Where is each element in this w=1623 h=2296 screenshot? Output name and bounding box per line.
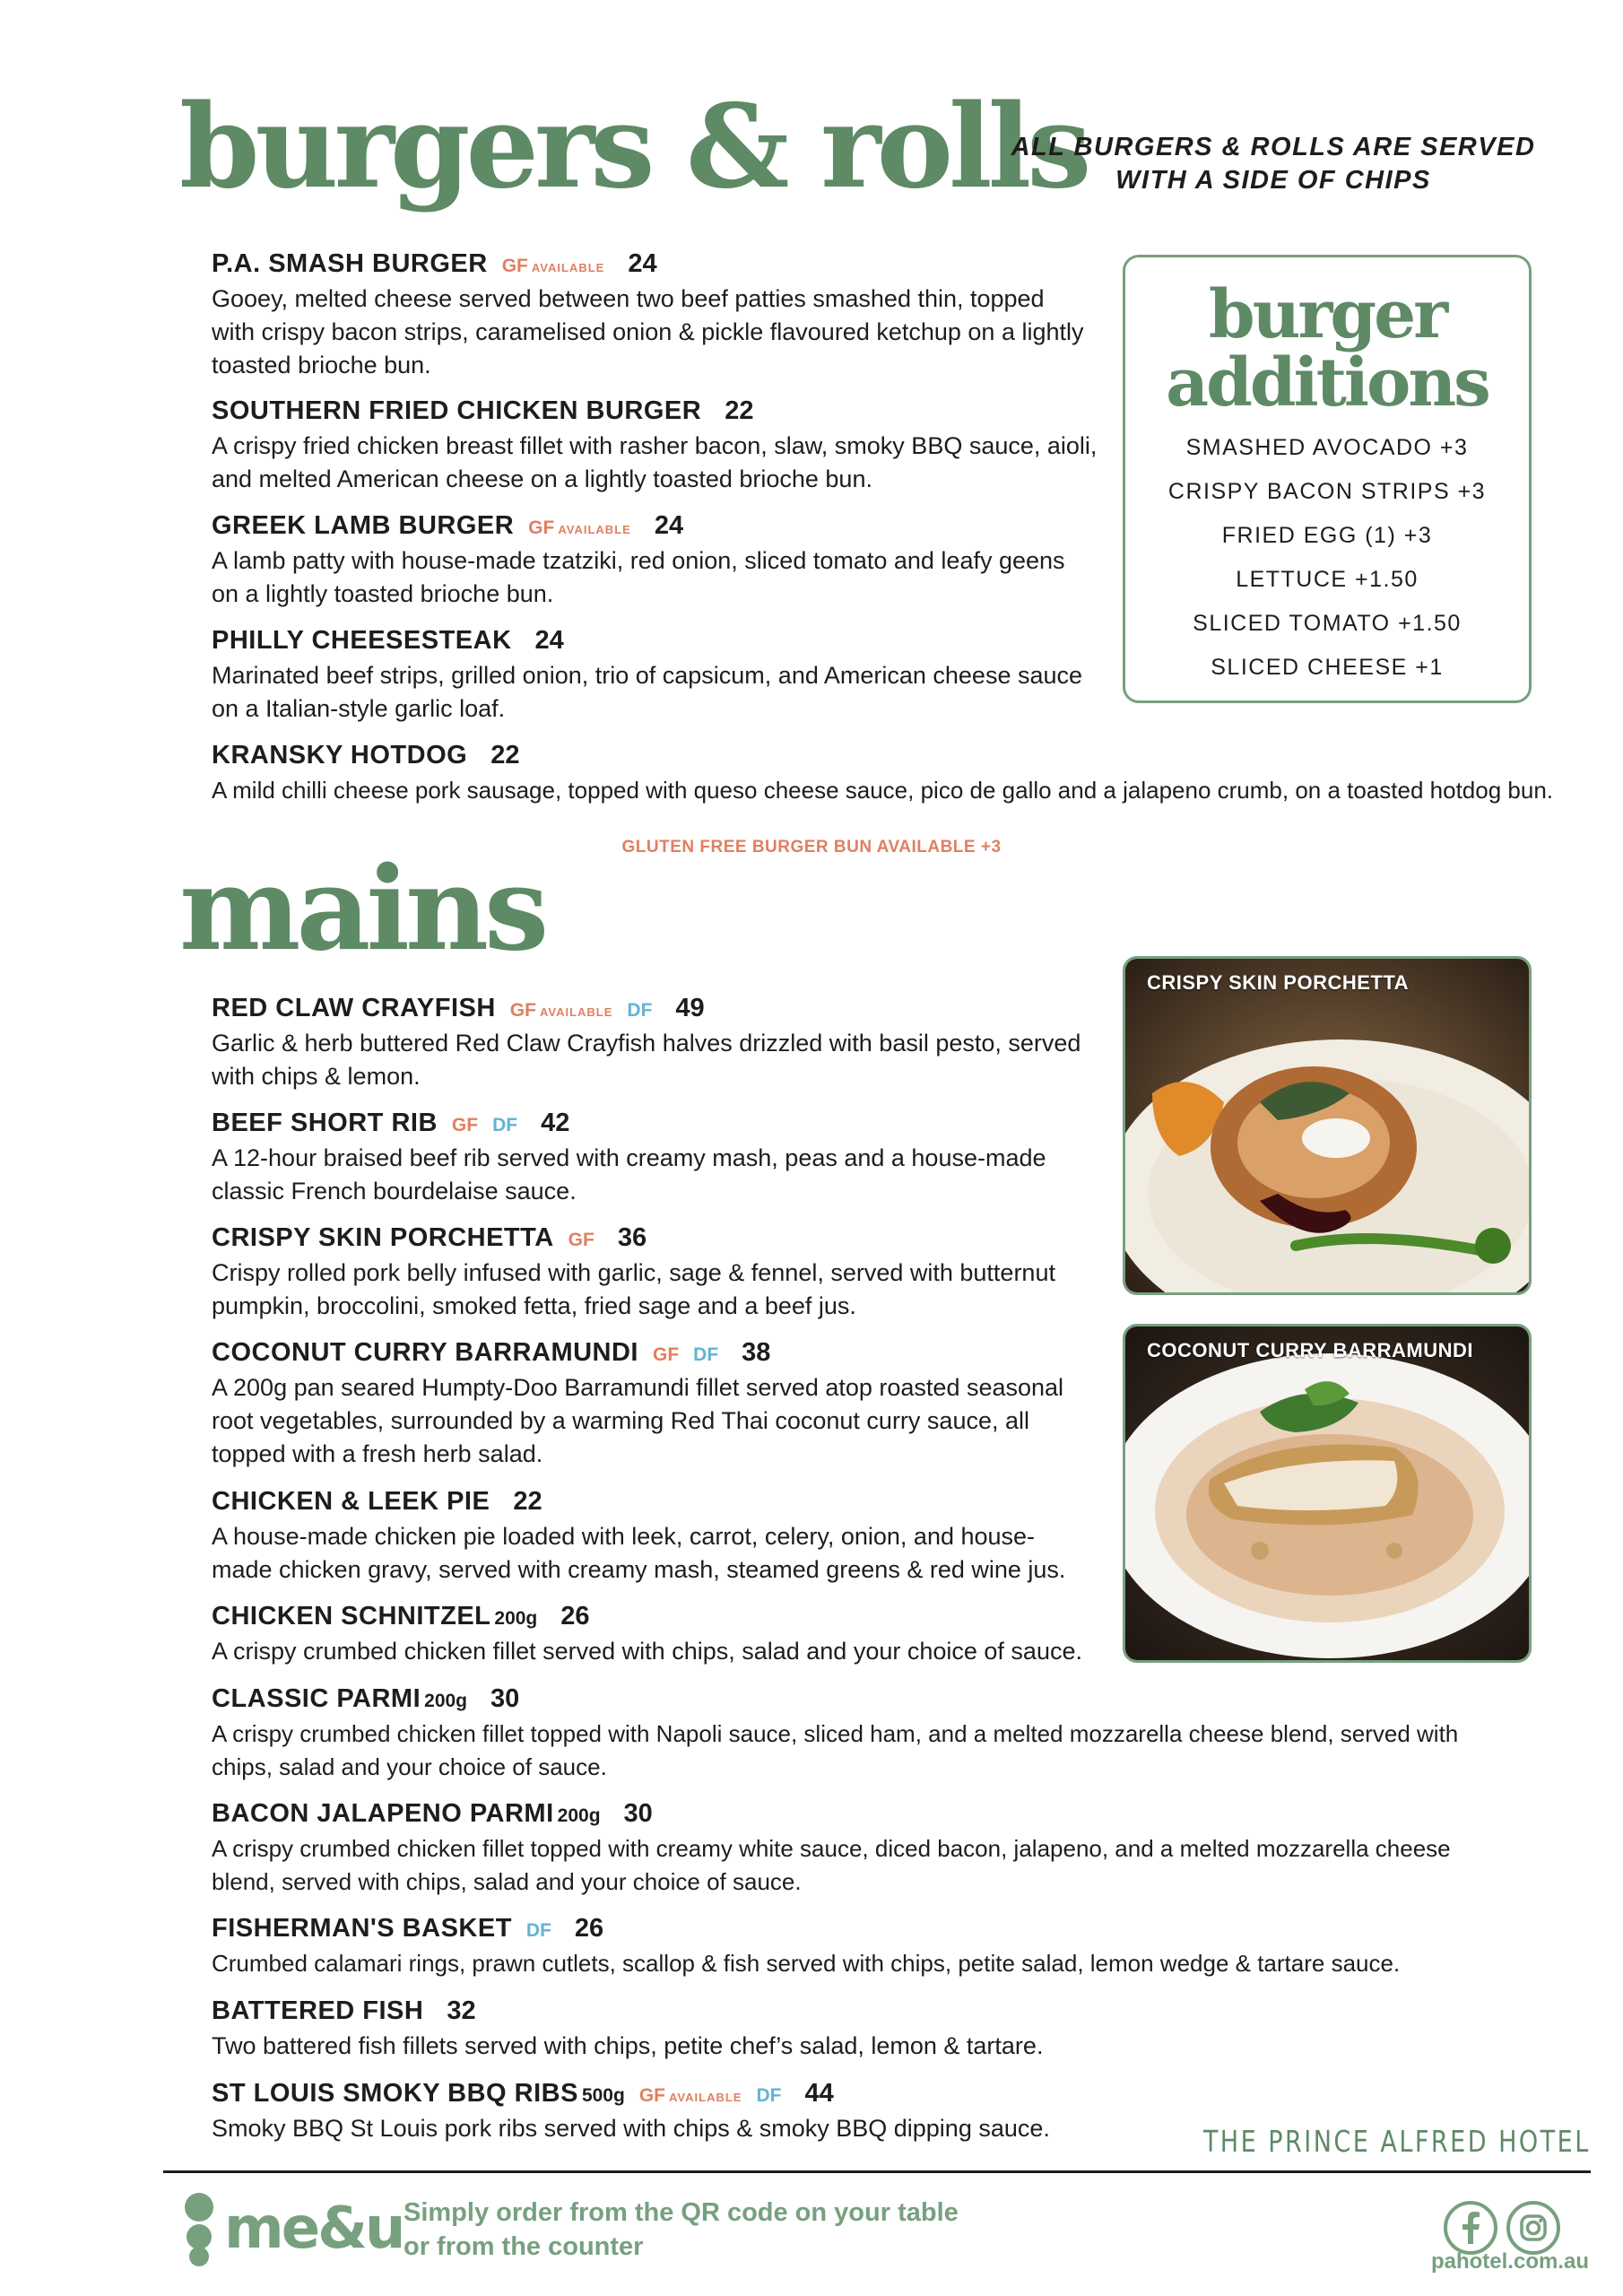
- burger-additions-box: [1123, 255, 1532, 703]
- item-description: A crispy crumbed chicken fillet topped with Napoli sauce, sliced ham, and a melted mozzarella cheese blend, served with chips, salad and your choice of sauce.: [212, 1720, 1459, 1780]
- df-tag: DF: [756, 2085, 782, 2106]
- item-price: 26: [574, 1914, 604, 1943]
- menu-item-pa-smash-burger: [212, 249, 1108, 382]
- gf-available-tag: GF AVAILABLE: [509, 1000, 613, 1021]
- gf-available-tag: GF AVAILABLE: [528, 517, 631, 538]
- df-tag: DF: [525, 1920, 551, 1941]
- item-name: COCONUT CURRY BARRAMUNDI: [212, 1338, 638, 1367]
- website-link[interactable]: pahotel.com.au: [1430, 2249, 1589, 2274]
- menu-item-st-louis-smoky-bbq-ribs: [212, 2079, 1288, 2145]
- menu-item-coconut-curry-barramundi: [212, 1338, 1108, 1471]
- item-description: A mild chilli cheese pork sausage, topped with queso cheese sauce, pico de gallo and a jalapeno crumb, on a toasted hotdog bun.: [212, 777, 1554, 804]
- hotel-name: THE PRINCE ALFRED HOTEL: [1203, 2124, 1591, 2159]
- menu-item-southern-fried-chicken-burger: [212, 396, 1108, 496]
- item-name: SOUTHERN FRIED CHICKEN BURGER: [212, 396, 702, 425]
- item-name: KRANSKY HOTDOG: [212, 741, 468, 770]
- item-description: A crispy crumbed chicken fillet served with chips, salad and your choice of sauce.: [212, 1638, 1082, 1665]
- item-name: BEEF SHORT RIB: [212, 1109, 438, 1137]
- served-note-line-1: ALL BURGERS & ROLLS ARE SERVED: [1011, 133, 1536, 161]
- meandu-logo-text: me&u: [224, 2196, 404, 2262]
- order-instructions: Simply order from the QR code on your table or from the counter: [404, 2198, 959, 2261]
- addition-item: LETTUCE +1.50: [1236, 567, 1419, 592]
- item-price: 44: [804, 2079, 834, 2108]
- meandu-logo: [181, 2192, 404, 2273]
- porchetta-dish-image: [1125, 959, 1532, 1295]
- barramundi-dish-image: [1125, 1326, 1532, 1663]
- item-price: 30: [490, 1684, 520, 1713]
- item-description: A 200g pan seared Humpty-Doo Barramundi fillet served atop roasted seasonal root vegetables, surrounded by a warming Red Thai coconut curry sauce, all topped with a fresh herb salad.: [212, 1374, 1064, 1467]
- item-name: PHILLY CHEESESTEAK: [212, 626, 512, 655]
- menu-item-fishermans-basket: [212, 1914, 1593, 1980]
- item-price: 32: [447, 1996, 476, 2025]
- barramundi-photo: [1123, 1324, 1532, 1663]
- menu-item-philly-cheesesteak: [212, 626, 1108, 726]
- porchetta-photo-label: CRISPY SKIN PORCHETTA: [1147, 971, 1410, 994]
- item-description: Smoky BBQ St Louis pork ribs served with chips & smoky BBQ dipping sauce.: [212, 2115, 1050, 2142]
- item-name: CHICKEN & LEEK PIE: [212, 1487, 490, 1516]
- item-weight: 200g: [494, 1608, 538, 1629]
- meandu-logo-mark-icon: [181, 2192, 217, 2267]
- item-description: Crispy rolled pork belly infused with garlic, sage & fennel, served with butternut pumpkin, broccolini, smoked fetta, fried sage and a beef jus.: [212, 1259, 1055, 1319]
- item-description: A house-made chicken pie loaded with leek, carrot, celery, onion, and house- made chicken gravy, served with creamy mash, steamed greens & red wine jus.: [212, 1523, 1066, 1583]
- gf-available-tag: GF AVAILABLE: [638, 2085, 742, 2106]
- gf-tag: GF: [451, 1115, 479, 1135]
- item-name: GREEK LAMB BURGER: [212, 511, 515, 540]
- item-name: BACON JALAPENO PARMI: [212, 1799, 554, 1828]
- item-price: 24: [628, 249, 657, 278]
- item-description: Gooey, melted cheese served between two beef patties smashed thin, topped with crispy bacon strips, caramelised onion & pickle flavoured ketchup on a lightly toasted brioche bun.: [212, 285, 1084, 378]
- item-price: 22: [490, 741, 520, 770]
- item-description: Marinated beef strips, grilled onion, trio of capsicum, and American cheese sauce on a Italian-style garlic loaf.: [212, 662, 1083, 722]
- item-price: 36: [617, 1223, 647, 1252]
- item-price: 22: [725, 396, 754, 425]
- mains-section-title: mains: [179, 842, 545, 977]
- item-price: 24: [534, 626, 564, 655]
- item-description: Crumbed calamari rings, prawn cutlets, scallop & fish served with chips, petite salad, lemon wedge & tartare sauce.: [212, 1950, 1401, 1977]
- served-with-chips-note: [968, 131, 1578, 197]
- addition-item: CRISPY BACON STRIPS +3: [1167, 479, 1487, 504]
- item-name: FISHERMAN'S BASKET: [212, 1914, 512, 1943]
- item-name: CLASSIC PARMI: [212, 1684, 421, 1713]
- menu-item-bacon-jalapeno-parmi: [212, 1799, 1593, 1899]
- item-description: A crispy fried chicken breast fillet with rasher bacon, slaw, smoky BBQ sauce, aioli, and melted American cheese on a lightly toasted brioche bun.: [212, 432, 1098, 492]
- item-price: 38: [742, 1338, 771, 1367]
- menu-item-crispy-skin-porchetta: [212, 1223, 1108, 1323]
- item-name: BATTERED FISH: [212, 1996, 424, 2025]
- item-weight: 200g: [557, 1805, 601, 1826]
- item-name: CRISPY SKIN PORCHETTA: [212, 1223, 554, 1252]
- addition-item: SLICED TOMATO +1.50: [1193, 611, 1462, 636]
- item-price: 22: [513, 1487, 542, 1516]
- df-tag: DF: [492, 1115, 518, 1135]
- facebook-icon[interactable]: [1444, 2201, 1497, 2255]
- gf-tag: GF: [568, 1230, 595, 1250]
- item-price: 26: [560, 1602, 590, 1631]
- item-weight: 500g: [581, 2085, 625, 2106]
- item-price: 42: [541, 1109, 570, 1137]
- gluten-free-bun-note: GLUTEN FREE BURGER BUN AVAILABLE +3: [621, 838, 1002, 857]
- gf-available-tag: GF AVAILABLE: [501, 256, 605, 276]
- served-note-line-2: WITH A SIDE OF CHIPS: [1115, 166, 1431, 195]
- item-weight: 200g: [424, 1691, 468, 1711]
- item-price: 30: [623, 1799, 653, 1828]
- addition-item: SMASHED AVOCADO +3: [1185, 435, 1469, 460]
- porchetta-photo: [1123, 956, 1532, 1295]
- menu-item-kransky-hotdog: [212, 741, 1593, 807]
- item-description: A 12-hour braised beef rib served with creamy mash, peas and a house-made classic French bourdelaise sauce.: [212, 1144, 1046, 1205]
- menu-item-battered-fish: [212, 1996, 1593, 2063]
- item-name: CHICKEN SCHNITZEL: [212, 1602, 491, 1631]
- addition-item: FRIED EGG (1) +3: [1221, 523, 1433, 548]
- menu-item-beef-short-rib: [212, 1109, 1108, 1208]
- burger-additions-title: burger additions: [1166, 276, 1488, 422]
- menu-item-classic-parmi: [212, 1684, 1593, 1784]
- item-description: Two battered fish fillets served with chips, petite chef’s salad, lemon & tartare.: [212, 2032, 1044, 2059]
- df-tag: DF: [693, 1344, 719, 1365]
- item-description: A crispy crumbed chicken fillet topped with creamy white sauce, diced bacon, jalapeno, and a melted mozzarella cheese blend, served with chips, salad and your choice of sauce.: [212, 1835, 1451, 1895]
- menu-item-greek-lamb-burger: [212, 511, 1108, 611]
- item-name: ST LOUIS SMOKY BBQ RIBS: [212, 2079, 578, 2108]
- menu-item-red-claw-crayfish: [212, 994, 1108, 1093]
- addition-item: SLICED CHEESE +1: [1211, 655, 1444, 680]
- gf-tag: GF: [653, 1344, 680, 1365]
- instagram-icon[interactable]: [1506, 2201, 1560, 2255]
- item-name: RED CLAW CRAYFISH: [212, 994, 496, 1022]
- item-description: Garlic & herb buttered Red Claw Crayfish halves drizzled with basil pesto, served with chips & lemon.: [212, 1030, 1081, 1090]
- item-name: P.A. SMASH BURGER: [212, 249, 488, 278]
- item-price: 49: [675, 994, 705, 1022]
- item-price: 24: [654, 511, 684, 540]
- footer-divider: [163, 2170, 1591, 2173]
- menu-item-chicken-schnitzel: [212, 1602, 1108, 1668]
- burgers-section-title: burgers & rolls: [179, 80, 1088, 214]
- barramundi-photo-label: COCONUT CURRY BARRAMUNDI: [1147, 1339, 1473, 1361]
- item-description: A lamb patty with house-made tzatziki, red onion, sliced tomato and leafy geens on a lightly toasted brioche bun.: [212, 547, 1065, 607]
- df-tag: DF: [627, 1000, 653, 1021]
- menu-item-chicken-leek-pie: [212, 1487, 1108, 1587]
